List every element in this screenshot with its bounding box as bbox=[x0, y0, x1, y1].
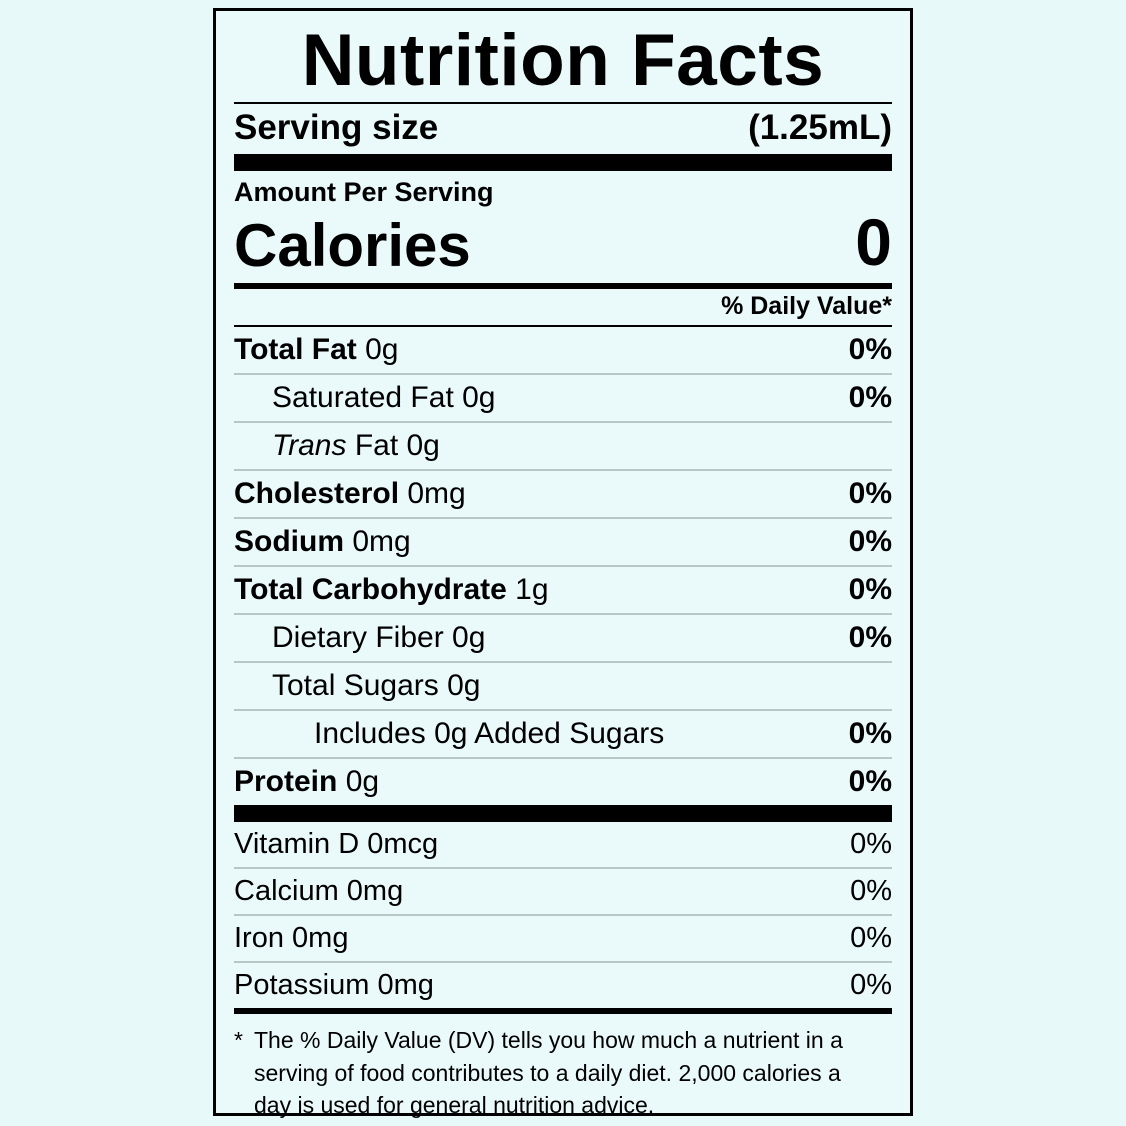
nutrient-row bbox=[234, 327, 892, 373]
nutrient-row bbox=[234, 663, 892, 709]
vitamin-row bbox=[234, 869, 892, 914]
nutrient-name: Includes 0g Added Sugars bbox=[314, 716, 665, 750]
nutrient-name: Total Fat bbox=[234, 332, 357, 366]
nutrient-row bbox=[234, 711, 892, 757]
vitamin-row bbox=[234, 916, 892, 961]
nutrient-name-italic: Trans bbox=[272, 428, 347, 462]
nutrient-row bbox=[234, 519, 892, 565]
nutrient-percent: 0% bbox=[848, 716, 892, 750]
calories-value: 0 bbox=[855, 204, 892, 279]
vitamin-percent: 0% bbox=[850, 827, 892, 860]
footnote-asterisk: * bbox=[234, 1026, 243, 1053]
label-title: Nutrition Facts bbox=[301, 20, 825, 101]
nutrient-name: Saturated Fat 0g bbox=[272, 380, 496, 414]
vitamin-row bbox=[234, 822, 892, 867]
nutrient-percent: 0% bbox=[848, 476, 892, 510]
calories-row bbox=[234, 204, 892, 283]
nutrient-name: Protein bbox=[234, 764, 338, 798]
vitamin-name: Iron 0mg bbox=[234, 921, 349, 954]
nutrition-facts-label bbox=[213, 8, 913, 1119]
nutrient-percent: 0% bbox=[848, 524, 892, 558]
nutrient-row bbox=[234, 471, 892, 517]
divider-thick-top bbox=[234, 154, 892, 171]
nutrient-name: Fat 0g bbox=[354, 428, 440, 462]
vitamin-name: Vitamin D 0mcg bbox=[234, 827, 439, 860]
nutrient-percent: 0% bbox=[848, 620, 892, 654]
vitamin-percent: 0% bbox=[850, 874, 892, 907]
nutrient-percent: 0% bbox=[848, 332, 892, 366]
nutrient-name: Total Sugars 0g bbox=[272, 668, 481, 702]
daily-value-header: % Daily Value* bbox=[721, 291, 892, 320]
nutrient-amount: 0g bbox=[356, 332, 399, 366]
nutrient-row bbox=[234, 375, 892, 421]
nutrient-percent: 0% bbox=[848, 572, 892, 606]
serving-size-value: (1.25mL) bbox=[748, 107, 892, 147]
nutrient-name: Sodium bbox=[234, 524, 344, 558]
nutrient-row bbox=[234, 423, 892, 469]
footnote-line-2: serving of food contributes to a daily diet. 2,000 calories a bbox=[254, 1059, 841, 1086]
serving-size-row bbox=[234, 104, 892, 154]
footnote-line-1: The % Daily Value (DV) tells you how much a nutrient in a bbox=[254, 1026, 843, 1053]
nutrient-percent: 0% bbox=[848, 380, 892, 414]
nutrient-row bbox=[234, 615, 892, 661]
amount-per-serving-label: Amount Per Serving bbox=[234, 176, 494, 207]
vitamin-percent: 0% bbox=[850, 921, 892, 954]
serving-size-label: Serving size bbox=[234, 107, 439, 147]
nutrient-name: Dietary Fiber 0g bbox=[272, 620, 486, 654]
nutrient-amount: 0mg bbox=[399, 476, 466, 510]
vitamin-row bbox=[234, 963, 892, 1008]
nutrient-row bbox=[234, 567, 892, 613]
nutrient-percent: 0% bbox=[848, 764, 892, 798]
footnote bbox=[234, 1014, 892, 1122]
footnote-line-3: day is used for general nutrition advice. bbox=[254, 1092, 655, 1119]
nutrient-amount: 1g bbox=[506, 572, 549, 606]
calories-label: Calories bbox=[234, 211, 471, 279]
nutrient-amount: 0mg bbox=[344, 524, 411, 558]
nutrient-name: Total Carbohydrate bbox=[234, 572, 507, 606]
nutrient-name: Cholesterol bbox=[234, 476, 400, 510]
nutrient-amount: 0g bbox=[337, 764, 380, 798]
nutrient-row bbox=[234, 759, 892, 805]
vitamin-percent: 0% bbox=[850, 968, 892, 1001]
vitamin-name: Potassium 0mg bbox=[234, 968, 434, 1001]
divider-thick-vitamins bbox=[234, 805, 892, 822]
vitamin-name: Calcium 0mg bbox=[234, 874, 404, 907]
